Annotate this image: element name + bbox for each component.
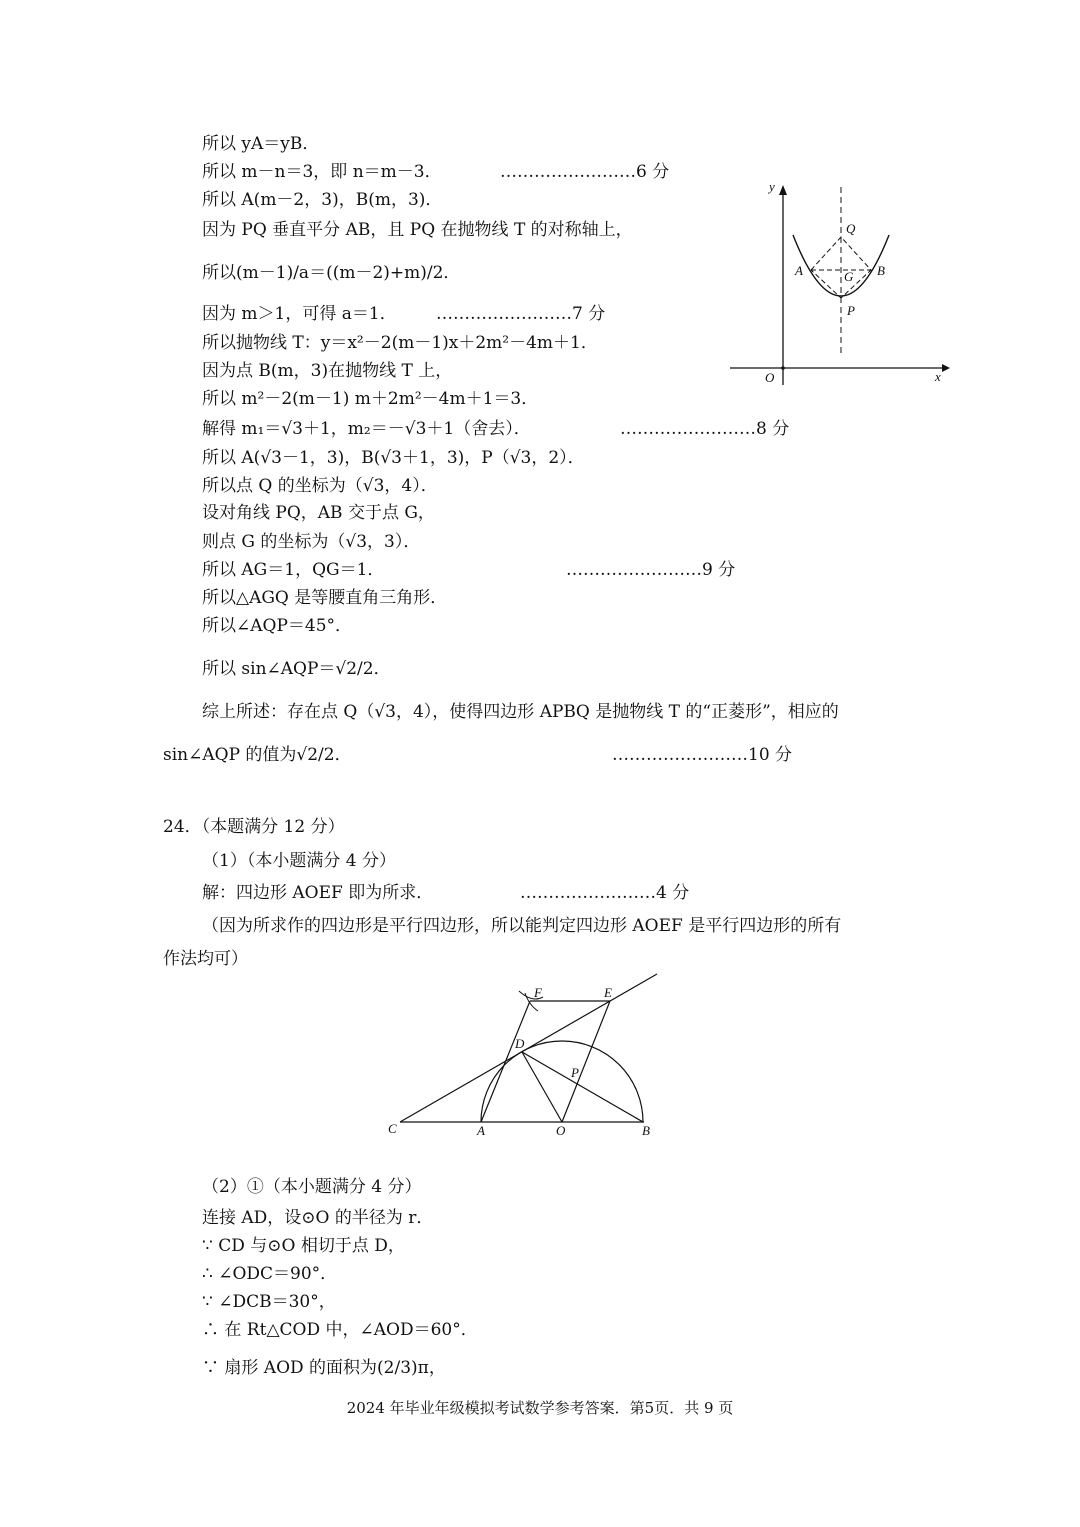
label-e: E [604, 985, 612, 1000]
text-line: 所以 m－n＝3，即 n＝m－3． [202, 162, 442, 182]
text-line: ∵ 扇形 AOD 的面积为(2/3)π， [202, 1358, 446, 1378]
text-line: 连接 AD，设⊙O 的半径为 r． [202, 1208, 434, 1228]
text-line: 所以 A(m－2，3)，B(m，3)． [202, 190, 443, 210]
origin-point [781, 366, 785, 370]
score-marker: ……………………4 分 [520, 883, 690, 903]
label-a: A [795, 263, 803, 278]
text-line: 所以(m－1)/a＝((m－2)+m)/2． [202, 263, 461, 283]
label-p: P [571, 1065, 579, 1080]
text-line: 解：四边形 AOEF 即为所求． [202, 883, 434, 903]
text-line: 所以 yA＝yB． [202, 134, 320, 154]
segment-af [481, 1001, 530, 1122]
label-p: P [847, 303, 855, 318]
semicircle-arc [481, 1041, 643, 1122]
text-line: 设对角线 PQ，AB 交于点 G， [202, 503, 435, 523]
label-a: A [477, 1123, 485, 1138]
parabola-curve [793, 235, 889, 296]
text-line: 所以 A(√3－1，3)，B(√3＋1，3)，P（√3，2）． [202, 448, 585, 468]
label-o: O [765, 370, 775, 385]
segment-db [522, 1052, 643, 1122]
text-line: ∵ ∠DCB＝30°， [202, 1292, 336, 1312]
geometry-figure [382, 965, 672, 1145]
x-axis-arrow [942, 364, 950, 372]
label-q: Q [846, 221, 856, 236]
label-c: C [388, 1121, 397, 1136]
label-d: D [515, 1036, 525, 1051]
text-line: ∵ CD 与⊙O 相切于点 D， [202, 1236, 405, 1256]
label-y: y [769, 179, 775, 194]
label-o: O [556, 1123, 566, 1138]
question-heading: 24．（本题满分 12 分） [163, 817, 345, 837]
parabola-figure [720, 175, 950, 390]
text-line: 所以∠AQP＝45°． [202, 616, 353, 636]
text-line: ∴ 在 Rt△COD 中，∠AOD＝60°． [202, 1320, 478, 1340]
score-marker: ……………………8 分 [620, 419, 790, 439]
label-x: x [935, 369, 941, 384]
text-line: （2）①（本小题满分 4 分） [202, 1177, 422, 1197]
text-line: 所以抛物线 T：y＝x²－2(m－1)x＋2m²－4m＋1． [202, 333, 598, 353]
text-line: 所以△AGQ 是等腰直角三角形． [202, 588, 448, 608]
text-line: 所以点 Q 的坐标为（√3，4）． [202, 476, 438, 496]
text-line: 所以 AG＝1，QG＝1． [202, 560, 385, 580]
text-line: ∴ ∠ODC＝90°． [202, 1264, 338, 1284]
text-line: 因为点 B(m，3)在抛物线 T 上， [202, 361, 453, 381]
score-marker: ……………………6 分 [500, 162, 670, 182]
segment-do [522, 1052, 562, 1122]
text-line: 作法均可） [163, 949, 248, 969]
text-line: 解得 m₁＝√3＋1，m₂＝－√3＋1（舍去）． [202, 419, 531, 439]
text-line: 综上所述：存在点 Q（√3，4），使得四边形 APBQ 是抛物线 T 的“正菱形”，相应的 [202, 702, 839, 722]
text-line: 因为 m＞1，可得 a＝1． [202, 304, 397, 324]
label-f: F [534, 985, 542, 1000]
text-line: （1）（本小题满分 4 分） [202, 851, 396, 871]
text-line: 则点 G 的坐标为（√3，3）． [202, 532, 421, 552]
text-line: （因为所求作的四边形是平行四边形，所以能判定四边形 AOEF 是平行四边形的所有 [202, 916, 842, 936]
y-axis-arrow [779, 185, 787, 195]
label-b: B [642, 1123, 650, 1138]
label-b: B [877, 263, 885, 278]
text-line: 所以 sin∠AQP＝√2/2． [202, 659, 391, 679]
score-marker: ……………………10 分 [612, 745, 793, 765]
text-line: sin∠AQP 的值为√2/2． [163, 745, 352, 765]
score-marker: ……………………7 分 [436, 304, 606, 324]
score-marker: ……………………9 分 [566, 560, 736, 580]
page-footer: 2024 年毕业年级模拟考试数学参考答案．第5页．共 9 页 [346, 1399, 734, 1417]
text-line: 因为 PQ 垂直平分 AB，且 PQ 在抛物线 T 的对称轴上， [202, 220, 633, 240]
text-line: 所以 m²－2(m－1) m＋2m²－4m＋1＝3． [202, 389, 539, 409]
segment-eo [562, 1001, 610, 1122]
label-g: G [844, 269, 854, 284]
